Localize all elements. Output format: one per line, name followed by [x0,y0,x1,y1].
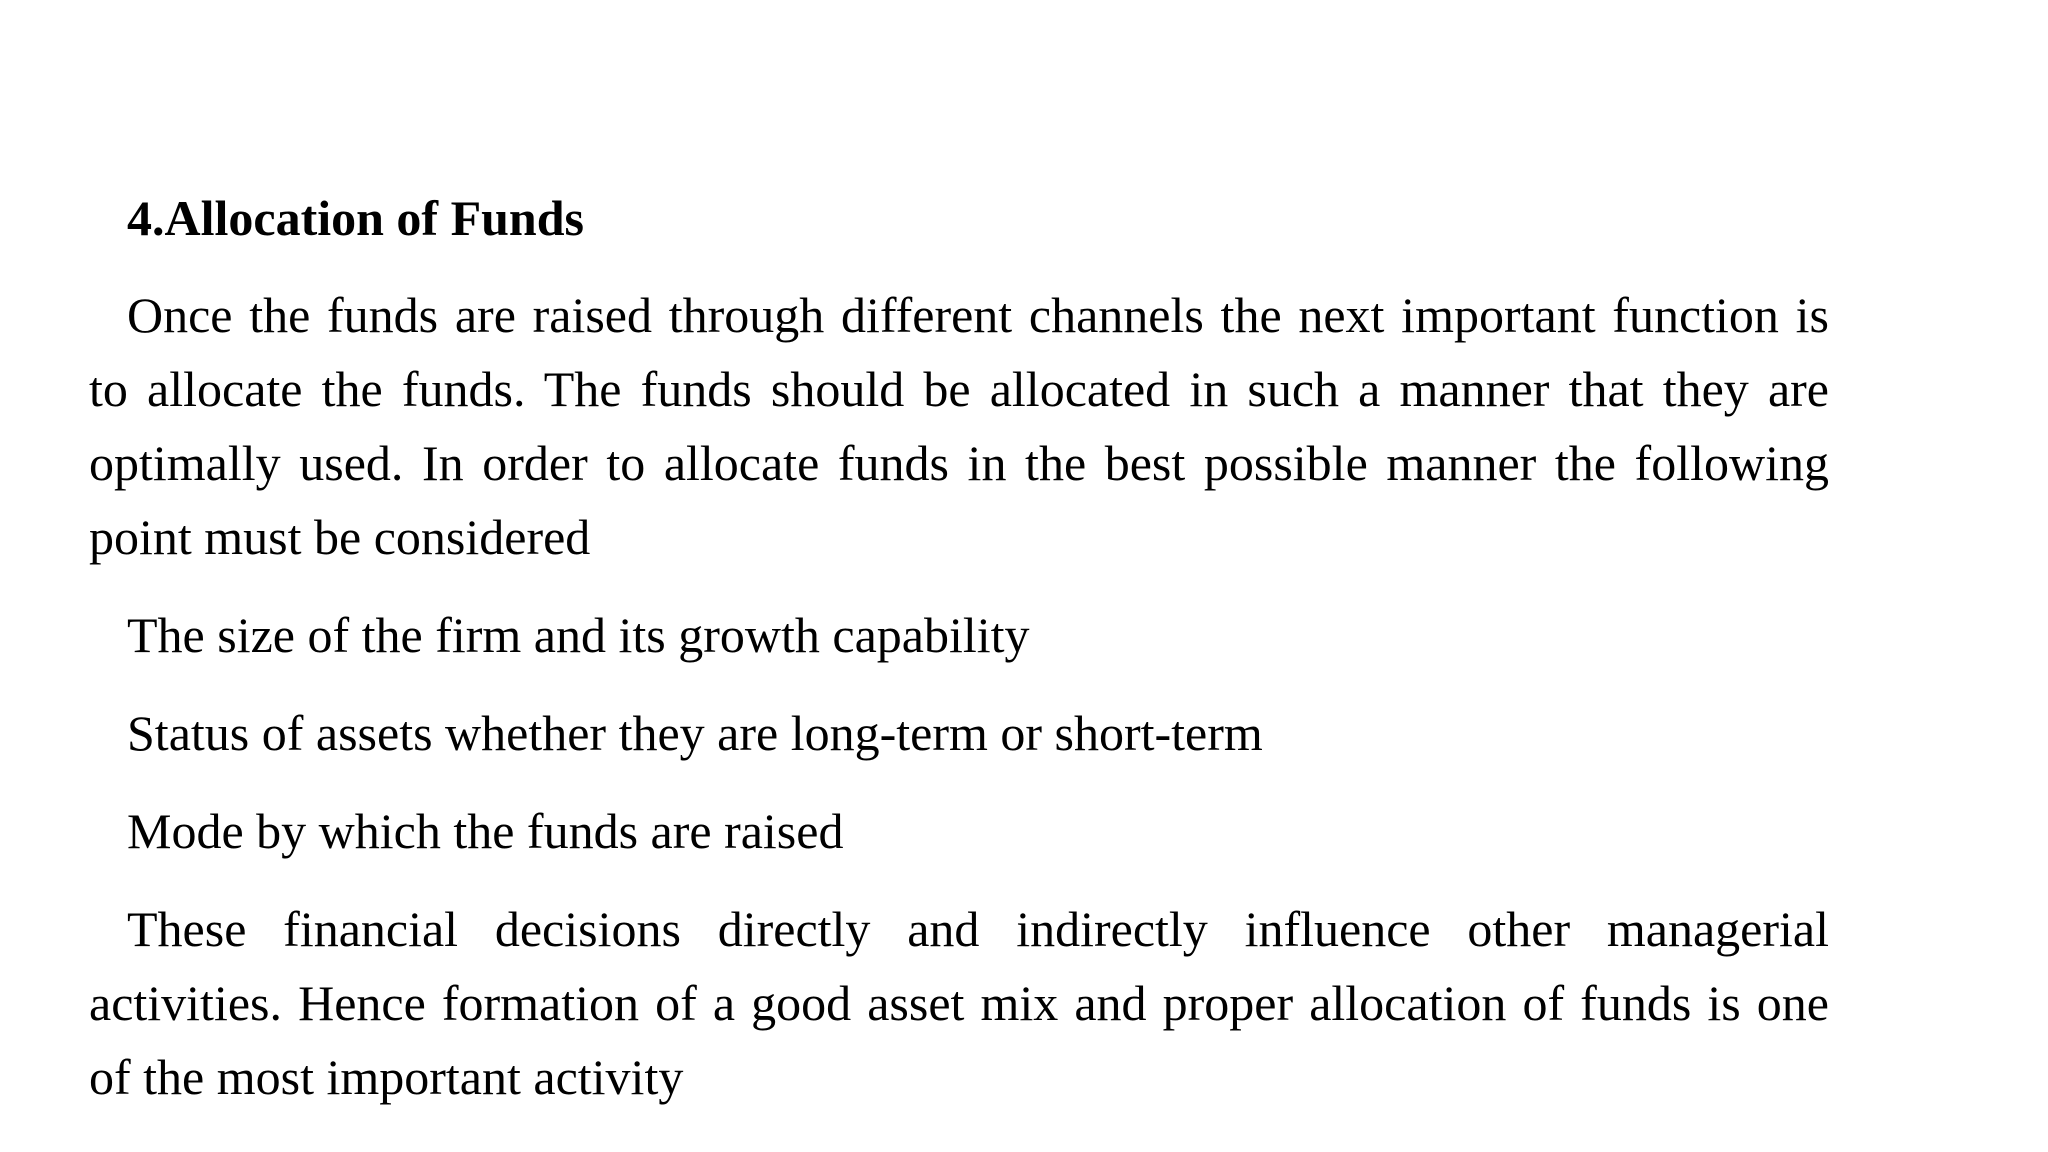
consideration-point: Mode by which the funds are raised [127,803,844,859]
consideration-point: Status of assets whether they are long-term or short-term [127,705,1263,761]
section-heading: 4.Allocation of Funds [127,190,585,246]
intro-paragraph: Once the funds are raised through different channels the next important function is to allocate the funds. The funds should be allocated in such a manner that they are optimally used. In order to allocate funds in the best possible manner the following point must be considered [89,287,1829,565]
document-page [89,188,1829,1114]
conclusion-paragraph: These financial decisions directly and indirectly influence other managerial activities. Hence formation of a good asset mix and proper allocation of funds is one of the most important activity [89,901,1829,1105]
consideration-point: The size of the firm and its growth capability [127,607,1030,663]
